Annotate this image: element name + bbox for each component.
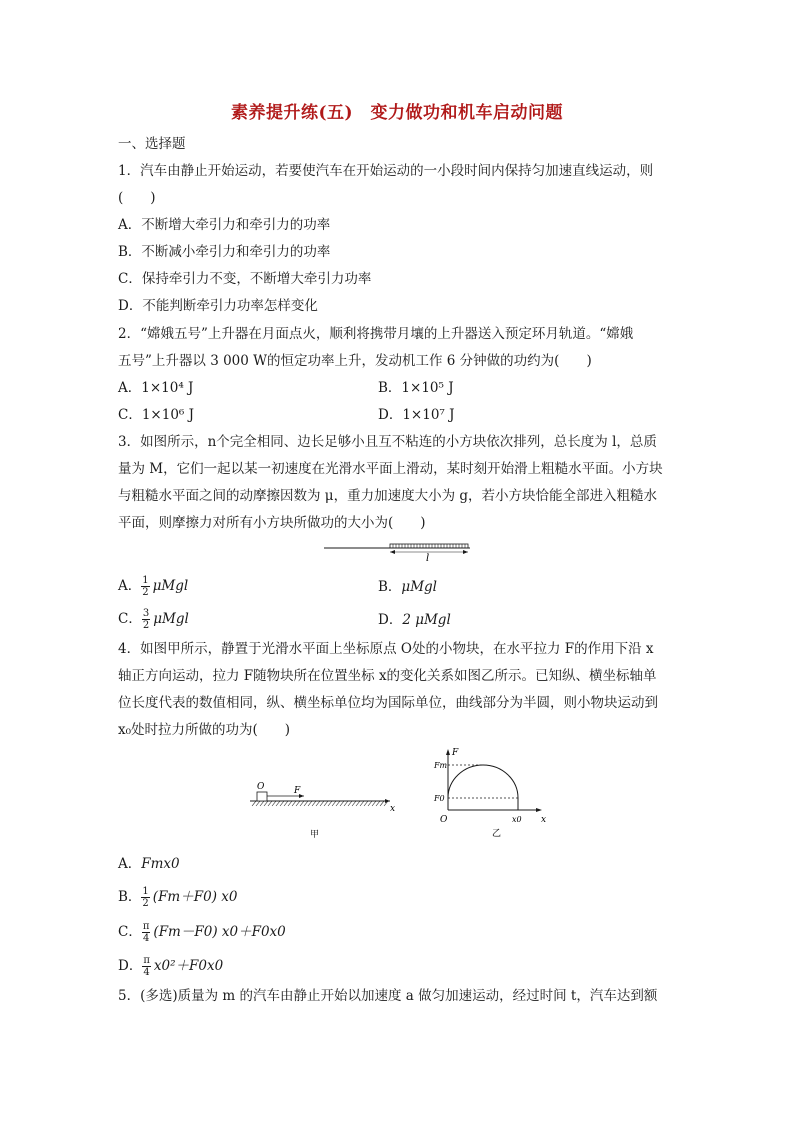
q4-option-c-fraction (142, 921, 151, 944)
q4-stem-line1: 4．如图甲所示，静置于光滑水平面上坐标原点 O处的小物块，在水平拉力 F的作用下沿 x (118, 641, 654, 657)
jia-caption: 甲 (310, 830, 320, 840)
q4-figure-jia (244, 774, 404, 844)
yi-xaxis-label: x (541, 815, 547, 825)
q4-stem-line2: 轴正方向运动，拉力 F随物块所在位置坐标 x的变化关系如图乙所示。已知纵、横坐标轴单 (118, 668, 657, 684)
q4-option-b-den: 2 (142, 898, 149, 909)
q1-option-c: C．保持牵引力不变，不断增大牵引力功率 (118, 271, 372, 287)
q3-option-b-letter: B． (378, 579, 402, 595)
q4-option-c-letter: C． (118, 924, 142, 940)
q3-option-c-expr: μMgl (153, 611, 189, 627)
q1-option-a: A．不断增大牵引力和牵引力的功率 (118, 217, 331, 233)
yi-semicircle-curve (448, 765, 518, 810)
section-heading: 一、选择题 (118, 136, 186, 152)
q4-option-a-expr: Fmx0 (141, 856, 180, 872)
yi-x0-label: x0 (512, 815, 522, 824)
q4-option-a (118, 855, 180, 873)
q4-option-d-letter: D． (118, 958, 143, 974)
q3-option-b-expr: μMgl (401, 579, 437, 595)
q4-option-c-num: π (142, 921, 150, 932)
q4-option-d-fraction (142, 955, 151, 978)
q4-option-d-num: π (143, 955, 150, 966)
q4-option-b-letter: B． (118, 889, 142, 905)
q4-option-c (118, 921, 286, 944)
q4-option-d (118, 955, 223, 978)
q2-stem-line1: 2．“嫦娥五号”上升器在月面点火，顺利将携带月壤的上升器送入预定环月轨道。“嫦娥 (118, 326, 634, 342)
q3-option-a-letter: A． (118, 578, 142, 594)
yi-f0-label: F0 (434, 794, 445, 803)
q4-option-b (118, 886, 237, 909)
q4-figure-yi (428, 746, 558, 846)
page-title: 素养提升练(五) 变力做功和机车启动问题 (230, 103, 564, 123)
q2-option-a: A．1×10⁴ J (118, 380, 194, 396)
q1-option-b: B．不断减小牵引力和牵引力的功率 (118, 244, 331, 260)
q3-option-d (378, 611, 451, 629)
yi-fm-label: Fm (434, 761, 448, 770)
q3-option-c-den: 2 (142, 620, 150, 631)
jia-force-label: F (294, 786, 301, 796)
q4-stem-line4: x₀处时拉力所做的功为( ) (118, 722, 291, 738)
yi-yaxis-label: F (452, 748, 459, 758)
q3-option-c-num: 3 (142, 608, 150, 619)
q2-option-d: D．1×10⁷ J (378, 407, 455, 423)
q3-option-c-fraction (142, 608, 150, 631)
q4-option-d-expr: x0²＋F0x0 (153, 958, 224, 974)
q4-option-b-num: 1 (142, 886, 149, 897)
q3-stem-line2: 量为 M，它们一起以某一初速度在光滑水平面上滑动，某时刻开始滑上粗糙水平面。小方块 (118, 461, 663, 477)
q4-option-c-expr: (Fm－F0) x0＋F0x0 (153, 924, 286, 940)
yi-caption: 乙 (492, 829, 502, 839)
q4-option-c-den: 4 (142, 933, 150, 944)
q4-option-b-fraction (141, 886, 149, 909)
q3-length-label: l (426, 553, 430, 562)
q1-option-d: D．不能判断牵引力功率怎样变化 (118, 298, 318, 314)
q3-option-d-letter: D． (378, 612, 403, 628)
q1-stem-line1: 1．汽车由静止开始运动，若要使汽车在开始运动的一小段时间内保持匀加速直线运动，则 (118, 163, 654, 179)
q3-option-c (118, 608, 189, 631)
q1-stem-line2: ( ) (118, 190, 156, 206)
jia-axis-label: x (390, 804, 396, 814)
q3-stem-line1: 3．如图所示，n个完全相同、边长足够小且互不粘连的小方块依次排列，总长度为 l，总质 (118, 434, 657, 450)
q3-stem-line4: 平面，则摩擦力对所有小方块所做功的大小为( ) (118, 515, 426, 531)
q3-option-a (118, 575, 188, 598)
q3-option-a-num: 1 (142, 575, 149, 586)
q4-option-b-expr: (Fm＋F0) x0 (152, 889, 238, 905)
q3-option-a-fraction (141, 575, 149, 598)
q4-option-d-den: 4 (143, 967, 150, 978)
q2-option-b: B．1×10⁵ J (378, 380, 454, 396)
q4-option-a-letter: A． (118, 856, 142, 872)
q2-option-c: C．1×10⁶ J (118, 407, 195, 423)
q3-option-a-expr: μMgl (152, 578, 189, 594)
q3-option-b (378, 578, 437, 596)
jia-origin-label: O (257, 782, 265, 792)
yi-origin-label: O (440, 815, 448, 825)
q2-stem-line2: 五号”上升器以 3 000 W的恒定功率上升，发动机工作 6 分钟做的功约为( ) (118, 353, 592, 369)
q3-option-d-expr: 2 μMgl (402, 612, 451, 628)
q5-stem-line1: 5．(多选)质量为 m 的汽车由静止开始以加速度 a 做匀加速运动，经过时间 t，汽车达到额 (118, 988, 658, 1004)
q3-option-a-den: 2 (142, 587, 149, 598)
q3-option-c-letter: C． (118, 611, 142, 627)
q3-blocks-figure (322, 538, 472, 562)
q3-stem-line3: 与粗糙水平面之间的动摩擦因数为 μ，重力加速度大小为 g，若小方块恰能全部进入粗糙水 (118, 488, 657, 504)
q4-stem-line3: 位长度代表的数值相同，纵、横坐标单位均为国际单位，曲线部分为半圆，则小物块运动到 (118, 695, 658, 711)
